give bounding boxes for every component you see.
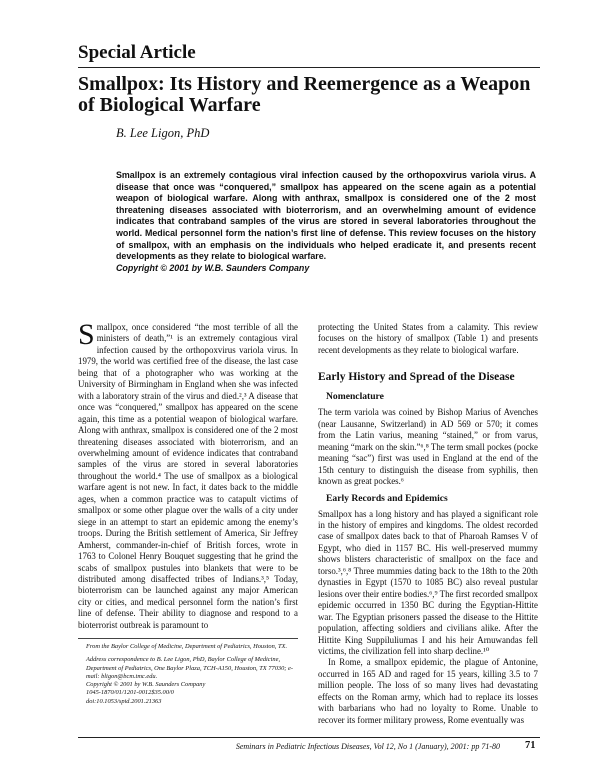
author-byline: B. Lee Ligon, PhD bbox=[116, 126, 210, 140]
footnote-copyright: Copyright © 2001 by W.B. Saunders Company bbox=[86, 681, 206, 689]
section-heading: Early History and Spread of the Disease bbox=[318, 371, 515, 384]
footnote-issn: 1045-1870/01/1201-0012$35.00/0 bbox=[86, 689, 174, 697]
subsection-heading-nomenclature: Nomenclature bbox=[326, 391, 384, 403]
abstract bbox=[116, 170, 536, 274]
footnote-affiliation: From the Baylor College of Medicine, Department of Pediatrics, Houston, TX. bbox=[86, 643, 288, 650]
paragraph-text: mallpox, once considered “the most terrible of all the ministers of death,”¹ is an extremely contagious viral infection caused by the orthopoxvirus variola virus. In 1979, the world was certified free of the disease, the last case being that of a photographer who was working at the University of Birmingham in England when she was infected with a laboratory strain of the virus and died.²,³ A disease that once was “conquered,” smallpox has appeared on the scene again, this time as a potential weapon of biological warfare. Along with anthrax, smallpox is considered one of the 2 most threatening diseases associated with bioterrorism, and an overwhelming amount of evidence indicates that contraband samples of the virus are stored in several laboratories throughout the world.⁴ The use of smallpox as a biological warfare agent is not new. In fact, it dates back to the middle ages, when a common practice was to catapult victims of smallpox or some other plague over the walls of a city under siege in an attempt to start an epidemic among the enemy’s troops. During the British settlement of America, Sir Jeffrey Amherst, commander-in-chief of British forces, wrote in 1763 to Colonel Henry Bouquet suggesting that he grind the scabs of smallpox pustules into blankets that were to be distributed among disaffected tribes of Indians.³,⁵ Today, bioterrorism can be launched against any major American city or cities, and medical personnel form the nation’s first line of defense. Their ability to diagnose and respond to a bioterrorist outbreak is paramount to bbox=[78, 322, 298, 630]
subsection-heading-early-records: Early Records and Epidemics bbox=[326, 492, 448, 504]
body-paragraph: Smallpox has a long history and has played a significant role in the history of empires and kingdoms. The oldest recorded case of smallpox dates back to that of Pharoah Ramses V of Egypt, who died in 1157 BC. His well-preserved mummy shows blisters characteristic of smallpox on the face and torso.³,⁶,⁸ Three mummies dating back to the 18th to the 20th dynasties in Egypt (1570 to 1085 BC) also reveal pustular lesions over their entire bodies.⁶,⁹ The first recorded smallpox epidemic occurred in 1350 BC during the Egyptian-Hittite war. The Egyptian prisoners passed the disease to the Hittite population, affecting soldiers and civilians alike. After the Hittite King Suppiluliumas I and his heir Arnuwandas fell victims, the civilization fell into sharp decline.¹⁰ bbox=[318, 508, 538, 656]
footnote-correspondence: Address correspondence to B. Lee Ligon, PhD, Baylor College of Medicine, Department of Pediatrics, One Baylor Plaza, TCH-A150, Houston, TX 77030; e-mail: bligon@bcm.tmc.edu. bbox=[86, 656, 293, 680]
abstract-text: Smallpox is an extremely contagious viral infection caused by the orthopoxvirus variola virus. A disease that once was “conquered,” smallpox has appeared on the scene again as a potential weapon of biological warfare. Along with anthrax, smallpox is considered one of the 2 most threatening diseases associated with bioterrorism, and an overwhelming amount of evidence indicates that contraband samples of the virus are stored in several laboratories throughout the world. Medical personnel form the nation’s first line of defense. This review focuses on the history of smallpox, with an emphasis on the individuals who helped eradicate it, and presents recent developments as they relate to biological warfare. bbox=[116, 170, 536, 262]
header-rule bbox=[78, 67, 540, 68]
body-paragraph: protecting the United States from a calamity. This review focuses on the history of smallpox (Table 1) and presents recent developments as they relate to biological warfare. bbox=[318, 322, 538, 355]
page-number: 71 bbox=[525, 740, 536, 751]
section-label: Special Article bbox=[78, 42, 196, 63]
footer-rule bbox=[78, 737, 540, 738]
footnote-doi: doi:10.1053/spid.2001.21363 bbox=[86, 697, 162, 705]
body-paragraph: The term variola was coined by Bishop Marius of Avenches (near Lausanne, Switzerland) in AD 569 or 570; it comes from the Latin varius, meaning “stained,” or from varus, meaning “mark on the skin.”⁶,⁸ The term small pockes (pocke meaning “sac”) first was used in England at the end of the 15th century to distinguish the disease from syphilis, then known as great pockes.⁶ bbox=[318, 407, 538, 487]
body-paragraph: In Rome, a smallpox epidemic, the plague of Antonine, occurred in 165 AD and raged for 15 years, killing 3.5 to 7 million people. The loss of so many lives had devastating effects on the Roman army, which had to replace its losses with barbarians who had no loyalty to Rome. Unable to recover its former military prowess, Rome eventually was bbox=[318, 657, 538, 725]
left-column bbox=[78, 318, 298, 631]
right-column bbox=[318, 322, 538, 726]
footnote-rule bbox=[78, 638, 298, 639]
abstract-copyright: Copyright © 2001 by W.B. Saunders Company bbox=[116, 262, 310, 273]
footnotes bbox=[78, 643, 298, 706]
body-paragraph bbox=[78, 318, 298, 631]
drop-cap: S bbox=[78, 318, 95, 351]
article-title: Smallpox: Its History and Reemergence as a Weapon of Biological Warfare bbox=[78, 73, 531, 116]
journal-citation: Seminars in Pediatric Infectious Diseases, Vol 12, No 1 (January), 2001: pp 71-80 bbox=[235, 742, 500, 751]
